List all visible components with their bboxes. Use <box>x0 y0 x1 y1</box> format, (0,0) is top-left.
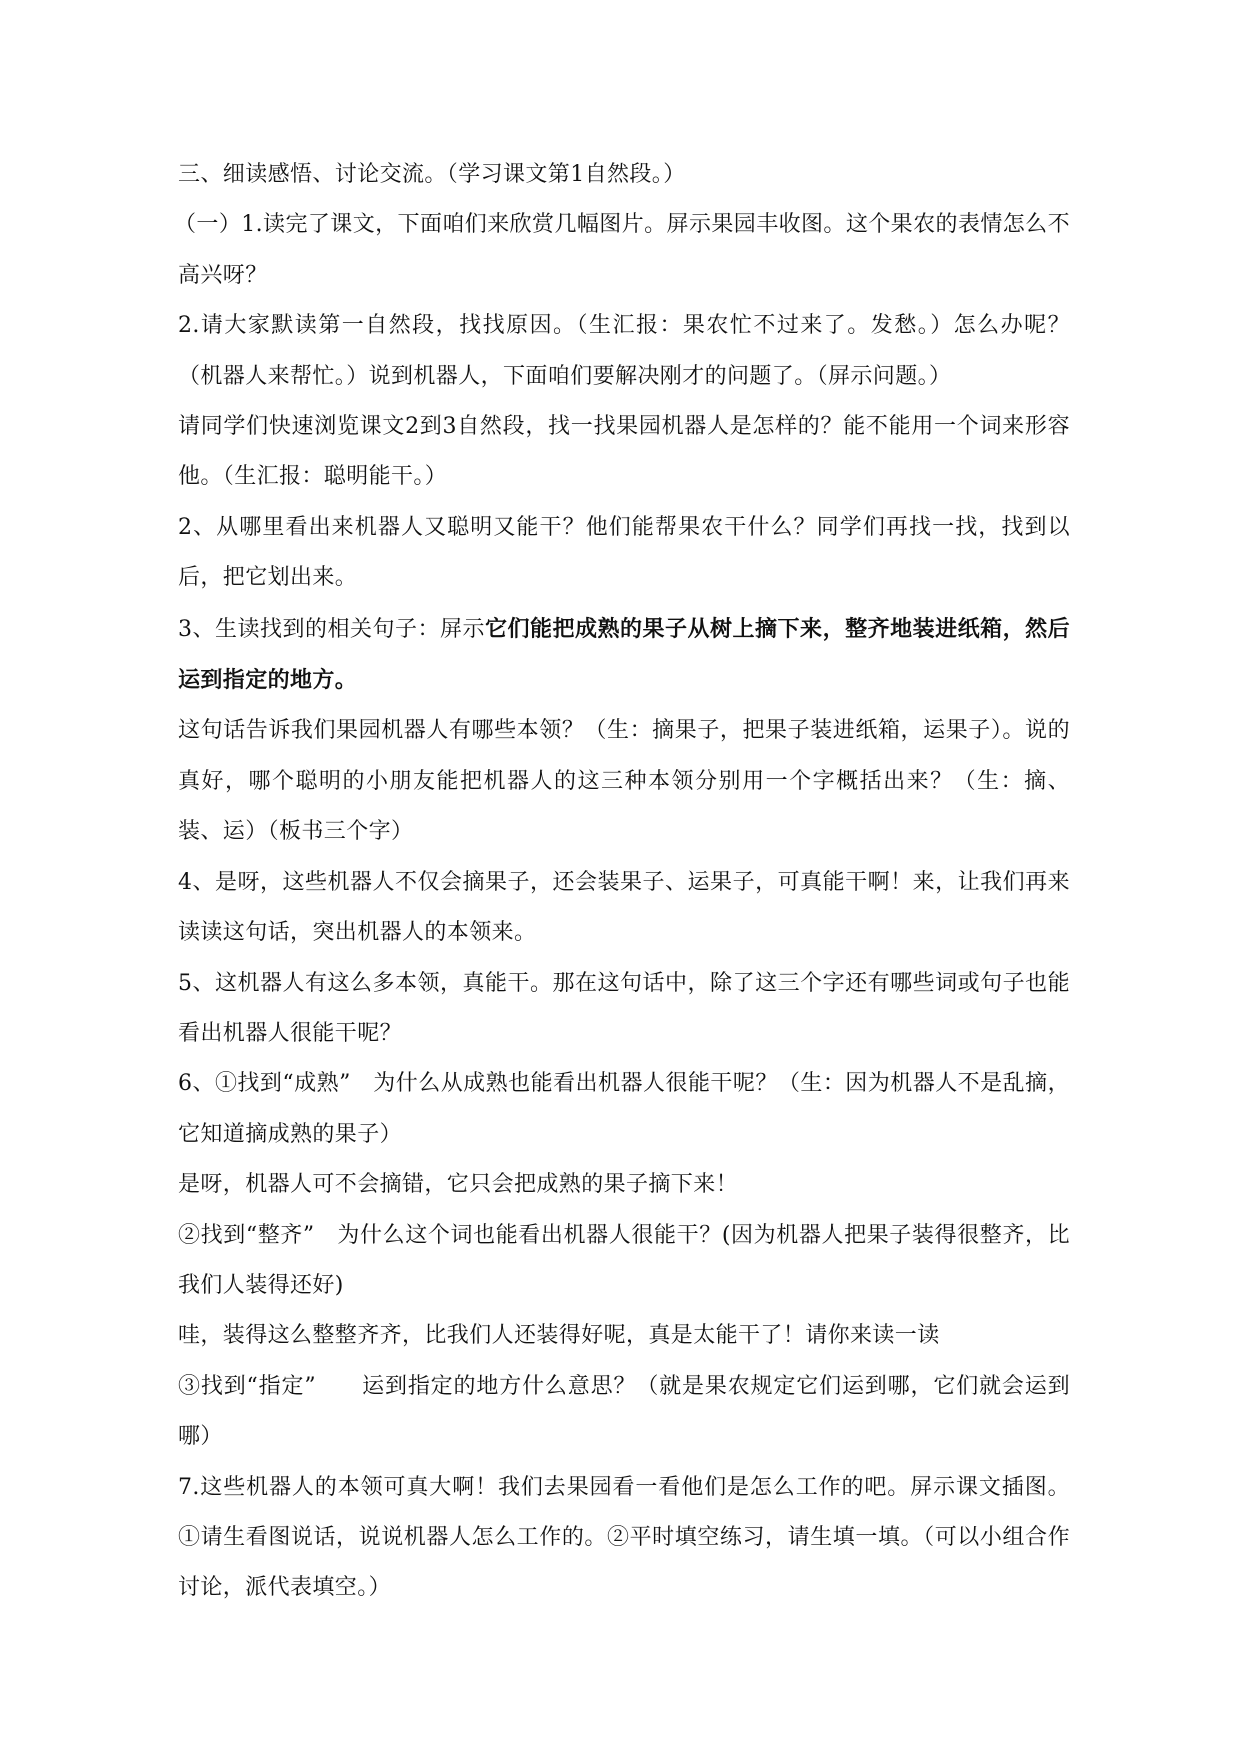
paragraph-3 <box>178 402 1070 503</box>
paragraph-10 <box>178 1160 1070 1210</box>
paragraph-5 <box>178 604 1070 707</box>
paragraph-4 <box>178 503 1070 604</box>
paragraph-text: 7.这些机器人的本领可真大啊！我们去果园看一看他们是怎么工作的吧。屏示课文插图。①请生看图说话，说说机器人怎么工作的。②平时填空练习，请生填一填。（可以小组合作讨论，派代表填空。） <box>178 1474 1070 1601</box>
paragraph-text: 2、从哪里看出来机器人又聪明又能干？他们能帮果农干什么？同学们再找一找，找到以后，把它划出来。 <box>178 514 1070 591</box>
paragraph-text: （一）1.读完了课文，下面咱们来欣赏几幅图片。屏示果园丰收图。这个果农的表情怎么不高兴呀？ <box>174 212 1070 288</box>
paragraph-6 <box>178 706 1070 857</box>
paragraph-text: 请同学们快速浏览课文2到3自然段，找一找果园机器人是怎样的？能不能用一个词来形容他。（生汇报：聪明能干。） <box>178 414 1070 490</box>
highlighted-sentence: 它们能把成熟的果子从树上摘下来，整齐地装进纸箱，然后运到指定的地方。 <box>178 615 1070 694</box>
paragraph-12 <box>178 1311 1070 1361</box>
document-body <box>174 150 1070 1614</box>
paragraph-text: 哇，装得这么整整齐齐，比我们人还装得好呢，真是太能干了！请你来读一读 <box>178 1323 940 1349</box>
paragraph-text: 是呀，机器人可不会摘错，它只会把成熟的果子摘下来！ <box>178 1172 739 1198</box>
paragraph-text: 6、①找到“成熟” 为什么从成熟也能看出机器人很能干呢？（生：因为机器人不是乱摘，它知道摘成熟的果子） <box>178 1071 1070 1147</box>
paragraph-text: 三、细读感悟、讨论交流。（学习课文第1自然段。） <box>178 162 686 187</box>
paragraph-text: 3、生读找到的相关句子：屏示 <box>178 616 486 642</box>
paragraph-1 <box>174 200 1070 301</box>
paragraph-13 <box>178 1362 1070 1463</box>
paragraph-8 <box>178 959 1070 1060</box>
paragraph-2 <box>178 301 1070 402</box>
paragraph-14 <box>178 1463 1070 1614</box>
paragraph-11 <box>178 1211 1070 1312</box>
paragraph-text: 这句话告诉我们果园机器人有哪些本领？（生：摘果子，把果子装进纸箱，运果子）。说的真好，哪个聪明的小朋友能把机器人的这三种本领分别用一个字概括出来？（生：摘、装、运）（板书三个字） <box>178 718 1070 845</box>
paragraph-9 <box>178 1059 1070 1160</box>
paragraph-text: 5、这机器人有这么多本领，真能干。那在这句话中，除了这三个字还有哪些词或句子也能看出机器人很能干呢？ <box>178 970 1070 1046</box>
paragraph-text: ③找到“指定” 运到指定的地方什么意思？（就是果农规定它们运到哪，它们就会运到哪） <box>178 1373 1070 1450</box>
paragraph-text: ②找到“整齐” 为什么这个词也能看出机器人很能干？(因为机器人把果子装得很整齐，比我们人装得还好) <box>178 1222 1070 1298</box>
section-heading <box>178 150 1070 200</box>
paragraph-7 <box>178 858 1070 959</box>
paragraph-text: 2.请大家默读第一自然段，找找原因。（生汇报：果农忙不过来了。发愁。）怎么办呢？（机器人来帮忙。）说到机器人，下面咱们要解决刚才的问题了。（屏示问题。） <box>178 313 1070 389</box>
paragraph-text: 4、是呀，这些机器人不仅会摘果子，还会装果子、运果子，可真能干啊！来，让我们再来读读这句话，突出机器人的本领来。 <box>178 869 1070 946</box>
